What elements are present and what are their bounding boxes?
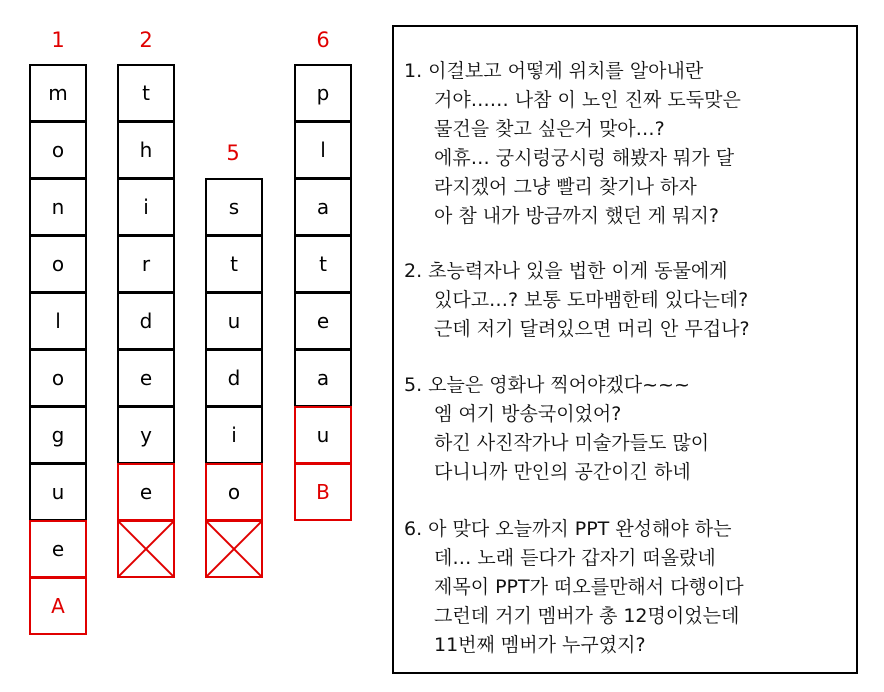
grid-cell[interactable]: i <box>205 406 263 464</box>
clue-line: 엠 여기 방송국이었어? <box>434 403 622 425</box>
clue-line: 6. 아 맞다 오늘까지 PPT 완성해야 하는 <box>404 518 732 540</box>
grid-cell[interactable]: s <box>205 178 263 236</box>
column-number-6: 6 <box>316 28 330 52</box>
clue-line: 1. 이걸보고 어떻게 위치를 알아내란 <box>404 60 704 82</box>
clue-line: 5. 오늘은 영화나 찍어야겠다~~~ <box>404 374 690 396</box>
grid-cell[interactable]: g <box>29 406 87 464</box>
clue-2 <box>404 257 854 344</box>
clue-panel <box>392 25 858 674</box>
grid-cell[interactable]: n <box>29 178 87 236</box>
grid-cell[interactable]: e <box>294 292 352 350</box>
highlighted-grid-cell[interactable]: e <box>29 520 87 578</box>
grid-cell[interactable]: a <box>294 178 352 236</box>
grid-cell[interactable]: i <box>117 178 175 236</box>
clue-1 <box>404 57 854 231</box>
grid-cell[interactable]: d <box>117 292 175 350</box>
highlighted-grid-cell[interactable]: o <box>205 463 263 521</box>
clue-line: 물건을 찾고 싶은거 맞아…? <box>434 118 665 140</box>
highlighted-grid-cell[interactable]: u <box>294 406 352 464</box>
clue-line: 제목이 PPT가 떠오를만해서 다행이다 <box>434 576 744 598</box>
clue-6 <box>404 515 854 660</box>
clue-line: 다니니까 만인의 공간이긴 하네 <box>434 461 691 483</box>
grid-cell[interactable]: o <box>29 235 87 293</box>
grid-cell[interactable]: a <box>294 349 352 407</box>
grid-cell[interactable]: m <box>29 64 87 122</box>
clue-line: 하긴 사진작가나 미술가들도 많이 <box>434 432 710 454</box>
clue-line: 에휴… 궁시렁궁시렁 해봤자 뭐가 달 <box>434 147 735 169</box>
clue-line: 11번째 멤버가 누구였지? <box>434 634 646 656</box>
clue-line: 근데 저기 달려있으면 머리 안 무겁나? <box>434 318 750 340</box>
cross-icon <box>119 522 173 576</box>
grid-cell[interactable]: t <box>294 235 352 293</box>
crossed-out-cell <box>117 520 175 578</box>
grid-cell[interactable]: r <box>117 235 175 293</box>
clue-5 <box>404 371 854 487</box>
grid-cell[interactable]: t <box>205 235 263 293</box>
answer-letter-cell-B[interactable]: B <box>294 463 352 521</box>
clue-line: 그런데 거기 멤버가 총 12명이었는데 <box>434 605 740 627</box>
highlighted-grid-cell[interactable]: e <box>117 463 175 521</box>
column-number-5: 5 <box>226 141 240 165</box>
column-number-1: 1 <box>51 28 65 52</box>
clue-line: 2. 초능력자나 있을 법한 이게 동물에게 <box>404 260 728 282</box>
grid-cell[interactable]: y <box>117 406 175 464</box>
grid-cell[interactable]: d <box>205 349 263 407</box>
grid-cell[interactable]: o <box>29 121 87 179</box>
cross-icon <box>207 522 261 576</box>
clue-line: 아 참 내가 방금까지 했던 게 뭐지? <box>434 205 719 227</box>
clue-line: 있다고…? 보통 도마뱀한테 있다는데? <box>434 289 749 311</box>
grid-cell[interactable]: h <box>117 121 175 179</box>
grid-cell[interactable]: t <box>117 64 175 122</box>
answer-letter-cell-A[interactable]: A <box>29 577 87 635</box>
clue-line: 거야…… 나참 이 노인 진짜 도둑맞은 <box>434 89 741 111</box>
grid-cell[interactable]: e <box>117 349 175 407</box>
column-number-2: 2 <box>139 28 153 52</box>
grid-cell[interactable]: u <box>29 463 87 521</box>
grid-cell[interactable]: p <box>294 64 352 122</box>
crossed-out-cell <box>205 520 263 578</box>
grid-cell[interactable]: u <box>205 292 263 350</box>
grid-cell[interactable]: l <box>29 292 87 350</box>
grid-cell[interactable]: l <box>294 121 352 179</box>
clue-line: 라지겠어 그냥 빨리 찾기나 하자 <box>434 176 697 198</box>
clue-line: 데… 노래 듣다가 갑자기 떠올랐네 <box>434 547 716 569</box>
grid-cell[interactable]: o <box>29 349 87 407</box>
